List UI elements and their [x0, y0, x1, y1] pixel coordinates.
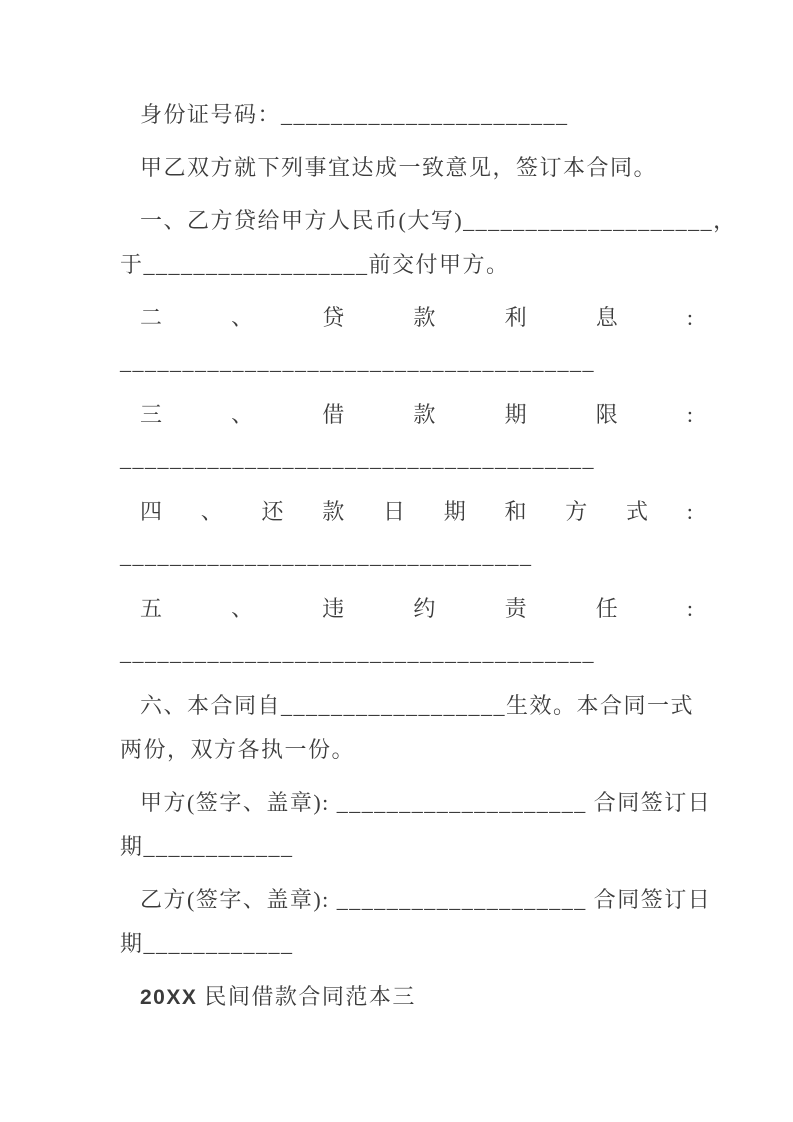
id-number-line: 身份证号码：_______________________	[140, 102, 569, 127]
clause-1-line-2: 于__________________前交付甲方。	[120, 252, 510, 277]
clause-4-heading: 四 、 还 款 日 期 和 方 式 :	[140, 499, 693, 524]
agreement-statement: 甲乙双方就下列事宜达成一致意见，签订本合同。	[140, 155, 658, 180]
clause-2-heading: 二 、 贷 款 利 息 :	[140, 305, 693, 330]
footer-template-year: 20XX	[140, 986, 198, 1009]
footer-template-title	[120, 975, 693, 1019]
party-b-signature-line-2: 期____________	[120, 931, 294, 956]
clause-3-heading: 三 、 借 款 期 限 :	[140, 402, 693, 427]
party-a-signature-line-1: 甲方(签字、盖章): ____________________ 合同签订日	[140, 790, 712, 815]
clause-6-line-1: 六、本合同自__________________生效。本合同一式	[140, 693, 695, 718]
clause-6-line-2: 两份，双方各执一份。	[120, 737, 356, 762]
footer-template-name: 民间借款合同范本三	[197, 984, 416, 1009]
clause-2-blank-line: ______________________________________	[120, 349, 595, 374]
clause-4-blank-line: _________________________________	[120, 543, 533, 568]
clause-5-heading: 五 、 违 约 责 任 :	[140, 596, 693, 621]
clause-1-line-1: 一、乙方贷给甲方人民币(大写)____________________，	[140, 208, 737, 233]
party-b-signature-line-1: 乙方(签字、盖章): ____________________ 合同签订日	[140, 887, 712, 912]
clause-5-blank-line: ______________________________________	[120, 640, 595, 665]
clause-3-blank-line: ______________________________________	[120, 446, 595, 471]
party-a-signature-line-2: 期____________	[120, 834, 294, 859]
